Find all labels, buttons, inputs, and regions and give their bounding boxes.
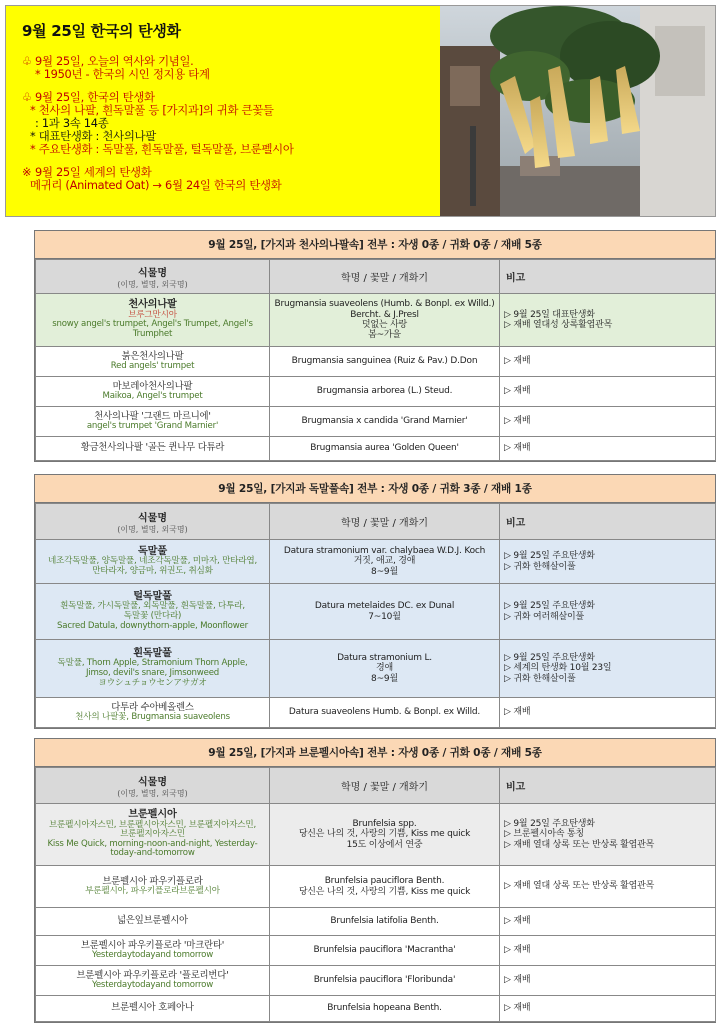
note-cell: ▷ 재배 — [500, 936, 716, 966]
table-row — [36, 294, 716, 347]
scientific-name-cell: Brugmansia aurea 'Golden Queen' — [270, 437, 500, 461]
column-header-sci: 학명 / 꽃말 / 개화기 — [270, 260, 500, 294]
table-row — [36, 966, 716, 996]
birthflower-line-2: : 1과 3속 14종 — [35, 116, 109, 130]
column-header-sci: 학명 / 꽃말 / 개화기 — [270, 768, 500, 804]
note-cell: ▷ 9월 25일 주요탄생화 ▷ 세계의 탄생화 10월 23일 ▷ 귀화 한해살이풀 — [500, 640, 716, 698]
plant-name-cell: 브룬펠시아 파우키플로라 '플로리번다' Yesterdaytodayand tomorrow — [36, 966, 270, 996]
table-header-row — [36, 260, 716, 294]
table-row — [36, 377, 716, 407]
table-row — [36, 698, 716, 728]
scientific-name-cell: Datura stramonium var. chalybaea W.D.J. Koch 거짓, 애교, 경애 8~9월 — [270, 540, 500, 584]
page-title: 9월 25일 한국의 탄생화 — [22, 22, 181, 40]
note-cell: ▷ 재배 — [500, 437, 716, 461]
table-row — [36, 936, 716, 966]
header-text-panel — [6, 6, 440, 216]
scientific-name-cell: Datura stramonium L. 경애 8~9월 — [270, 640, 500, 698]
section-datura — [34, 474, 716, 729]
note-cell: ▷ 재배 — [500, 966, 716, 996]
plant-name-cell: 붉은천사의나팔 Red angels' trumpet — [36, 347, 270, 377]
table-row — [36, 347, 716, 377]
note-cell: ▷ 재배 — [500, 407, 716, 437]
scientific-name-cell: Brunfelsia hopeana Benth. — [270, 996, 500, 1022]
plant-name-cell: 마보레아천사의나팔 Maikoa, Angel's trumpet — [36, 377, 270, 407]
plant-table — [35, 259, 716, 461]
plant-name-cell: 브룬펠시아 브룬펠시아자스민, 브룬펠시아자스민, 브룬펠지아자스민, 브룬펠지아자스민 Kiss Me Quick, morning-noon-and-night, Yesterday-today-and-tomorrow — [36, 804, 270, 866]
note-cell: ▷ 9월 25일 주요탄생화 ▷ 브룬펠시아속 통칭 ▷ 재배 열대 상록 또는 반상록 활엽관목 — [500, 804, 716, 866]
note-cell: ▷ 9월 25일 주요탄생화 ▷ 귀화 한해살이풀 — [500, 540, 716, 584]
reference-mark-icon: ※ — [22, 165, 32, 179]
scientific-name-cell: Brunfelsia pauciflora Benth. 당신은 나의 것, 사랑의 기쁨, Kiss me quick — [270, 866, 500, 908]
plant-name-cell: 브룬펠시아 파우키플로라 '마크란타' Yesterdaytodayand tomorrow — [36, 936, 270, 966]
world-birthflower-heading: ※ 9월 25일 세계의 탄생화 — [22, 165, 152, 179]
column-header-sci: 학명 / 꽃말 / 개화기 — [270, 504, 500, 540]
plant-name-cell: 독말풀 네조각독말풀, 양독말풀, 네조각독말풀, 미마자, 만타라엽, 만타라자, 양금마, 위권도, 취심화 — [36, 540, 270, 584]
plant-name-cell: 흰독말풀 독말풀, Thorn Apple, Stramonium Thorn Apple, Jimso, devil's snare, Jimsonweed ヨウシュチョウセンアサガオ — [36, 640, 270, 698]
table-row — [36, 540, 716, 584]
birthflower-line-3: * 대표탄생화 : 천사의나팔 — [30, 129, 156, 143]
plant-table — [35, 503, 716, 728]
table-header-row — [36, 504, 716, 540]
scientific-name-cell: Brunfelsia spp. 당신은 나의 것, 사랑의 기쁨, Kiss me quick 15도 이상에서 연중 — [270, 804, 500, 866]
header-banner — [5, 5, 716, 217]
table-header-row — [36, 768, 716, 804]
plant-name-cell: 넓은잎브룬펠시아 — [36, 908, 270, 936]
birthflower-line-1: * 천사의 나팔, 흰독말풀 등 [가지과]의 귀화 큰꽃들 — [30, 103, 274, 117]
plant-name-cell: 천사의나팔 '그랜드 마르니에' angel's trumpet 'Grand Marnier' — [36, 407, 270, 437]
brugmansia-photo — [440, 6, 716, 216]
world-birthflower-line: 메귀리 (Animated Oat) → 6월 24일 한국의 탄생화 — [30, 178, 282, 192]
plant-name-cell: 천사의나팔 브루그만시아 snowy angel's trumpet, Angel's Trumpet, Angel's Trumphet — [36, 294, 270, 347]
note-cell: ▷ 재배 — [500, 347, 716, 377]
note-cell: ▷ 재배 열대 상록 또는 반상록 활엽관목 — [500, 866, 716, 908]
column-header-name: 식물명 (이명, 별명, 외국명) — [36, 504, 270, 540]
section-title: 9월 25일, [가지과 독말풀속] 전부 : 자생 0종 / 귀화 3종 / 재배 1종 — [35, 475, 715, 503]
scientific-name-cell: Datura metelaides DC. ex Dunal 7~10월 — [270, 584, 500, 640]
table-row — [36, 437, 716, 461]
table-row — [36, 640, 716, 698]
note-cell: ▷ 재배 — [500, 377, 716, 407]
section-brunfelsia — [34, 738, 716, 1023]
table-row — [36, 584, 716, 640]
column-header-note: 비고 — [500, 768, 716, 804]
birthflower-heading: ♧ 9월 25일, 한국의 탄생화 — [22, 90, 155, 104]
note-cell: ▷ 재배 — [500, 996, 716, 1022]
table-row — [36, 866, 716, 908]
table-row — [36, 407, 716, 437]
scientific-name-cell: Brunfelsia pauciflora 'Floribunda' — [270, 966, 500, 996]
brugmansia-flower-photo-icon — [440, 6, 716, 216]
birthflower-line-4: * 주요탄생화 : 독말풀, 흰독말풀, 털독말풀, 브룬펠시아 — [30, 142, 294, 156]
history-heading: ♧ 9월 25일, 오늘의 역사와 기념일. — [22, 54, 194, 68]
scientific-name-cell: Brugmansia arborea (L.) Steud. — [270, 377, 500, 407]
note-cell: ▷ 9월 25일 주요탄생화 ▷ 귀화 여러해살이풀 — [500, 584, 716, 640]
table-row — [36, 996, 716, 1022]
scientific-name-cell: Brunfelsia latifolia Benth. — [270, 908, 500, 936]
table-row — [36, 908, 716, 936]
section-brugmansia — [34, 230, 716, 462]
history-item: * 1950년 - 한국의 시인 정지용 타계 — [35, 67, 210, 81]
section-title: 9월 25일, [가지과 천사의나팔속] 전부 : 자생 0종 / 귀화 0종 / 재배 5종 — [35, 231, 715, 259]
plant-table — [35, 767, 716, 1022]
plant-name-cell: 다투라 수아베올렌스 천사의 나팔꽃, Brugmansia suaveolens — [36, 698, 270, 728]
note-cell: ▷ 9월 25일 대표탄생화 ▷ 재배 열대성 상록활엽관목 — [500, 294, 716, 347]
scientific-name-cell: Brugmansia sanguinea (Ruiz & Pav.) D.Don — [270, 347, 500, 377]
note-cell: ▷ 재배 — [500, 908, 716, 936]
clover-icon: ♧ — [22, 90, 32, 104]
plant-name-cell: 브룬펠시아 호페아나 — [36, 996, 270, 1022]
scientific-name-cell: Brugmansia x candida 'Grand Marnier' — [270, 407, 500, 437]
table-row — [36, 804, 716, 866]
plant-name-cell: 털독말풀 흰독말풀, 가시독말풀, 외독말풀, 흰독말풀, 다투라, 독말꽃 (만다라) Sacred Datula, downythorn-apple, Moonflower — [36, 584, 270, 640]
plant-name-cell: 황금천사의나팔 '골든 퀸나무 다튜라 — [36, 437, 270, 461]
column-header-note: 비고 — [500, 260, 716, 294]
scientific-name-cell: Datura suaveolens Humb. & Bonpl. ex Willd. — [270, 698, 500, 728]
column-header-note: 비고 — [500, 504, 716, 540]
note-cell: ▷ 재배 — [500, 698, 716, 728]
column-header-name: 식물명 (이명, 별명, 외국명) — [36, 768, 270, 804]
plant-name-cell: 브룬펠시아 파우키플로라 부룬펠시아, 파우키플로라브룬펠시아 — [36, 866, 270, 908]
clover-icon: ♧ — [22, 54, 32, 68]
scientific-name-cell: Brunfelsia pauciflora 'Macrantha' — [270, 936, 500, 966]
scientific-name-cell: Brugmansia suaveolens (Humb. & Bonpl. ex Willd.) Bercht. & J.Presl 덧없는 사랑 봄~가을 — [270, 294, 500, 347]
column-header-name: 식물명 (이명, 별명, 외국명) — [36, 260, 270, 294]
section-title: 9월 25일, [가지과 브룬펠시아속] 전부 : 자생 0종 / 귀화 0종 / 재배 5종 — [35, 739, 715, 767]
